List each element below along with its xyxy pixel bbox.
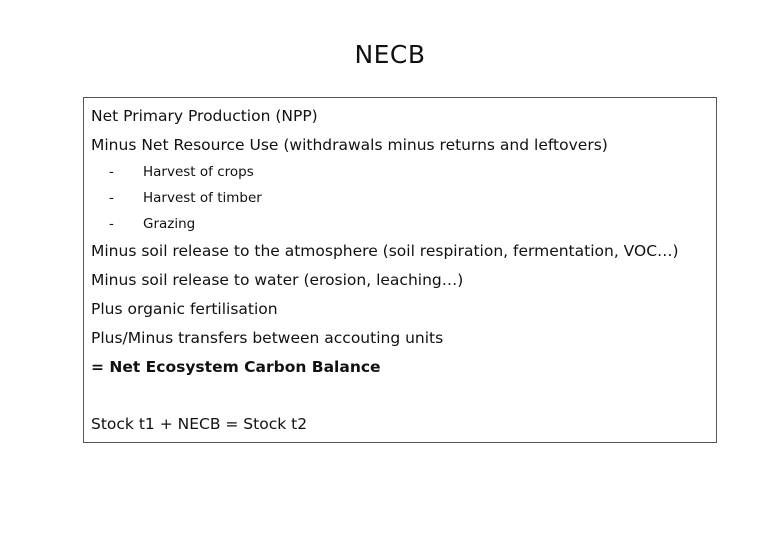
necb-result-line: = Net Ecosystem Carbon Balance (91, 358, 381, 376)
bullet-item (109, 189, 262, 207)
bullet-text: Harvest of timber (143, 190, 262, 206)
bullet-marker: - (109, 190, 114, 206)
bullet-item (109, 215, 195, 233)
net-resource-use-line: Minus Net Resource Use (withdrawals minus returns and leftovers) (91, 136, 608, 154)
transfers-line: Plus/Minus transfers between accouting units (91, 329, 444, 347)
bullet-marker: - (109, 216, 114, 232)
bullet-text: Harvest of crops (143, 164, 254, 180)
slide-title: NECB (354, 40, 426, 69)
organic-fertilisation-line: Plus organic fertilisation (91, 300, 278, 318)
soil-water-line: Minus soil release to water (erosion, leaching…) (91, 271, 464, 289)
bullet-item (109, 163, 254, 181)
stock-equation-line: Stock t1 + NECB = Stock t2 (91, 415, 308, 433)
bullet-marker: - (109, 164, 114, 180)
bullet-text: Grazing (143, 216, 196, 232)
content-box (83, 97, 717, 443)
soil-atmosphere-line: Minus soil release to the atmosphere (soil respiration, fermentation, VOC…) (91, 242, 679, 260)
npp-line: Net Primary Production (NPP) (91, 107, 318, 125)
